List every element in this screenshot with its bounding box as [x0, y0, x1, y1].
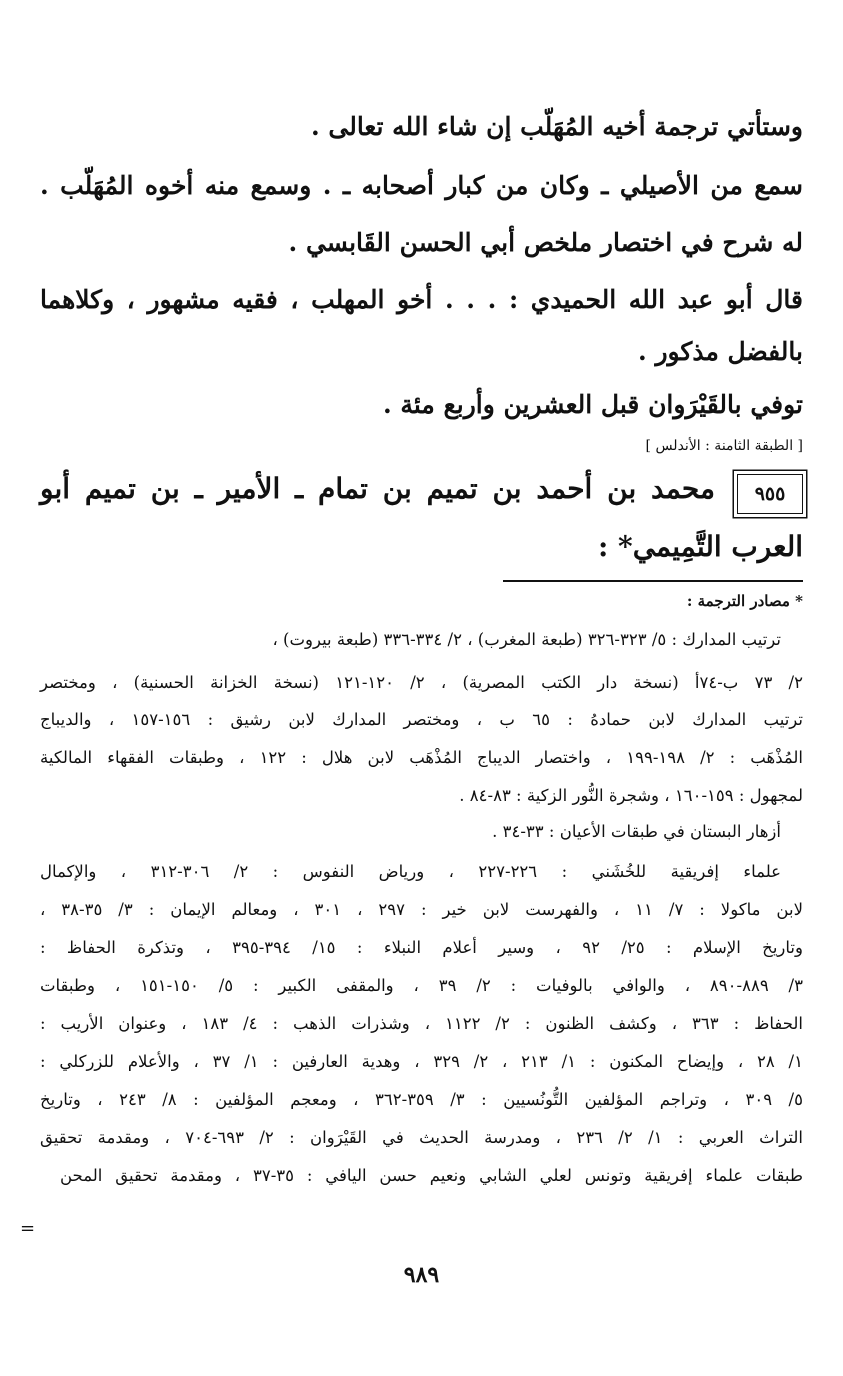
- source-line-1: ترتيب المدارك : ٥/ ٣٢٣-٣٢٦ (طبعة المغرب) ، ٢/ ٣٣٤-٣٣٦ (طبعة بيروت) ،: [272, 630, 781, 649]
- entry-title-row: [40, 472, 803, 520]
- title-underline: [503, 580, 803, 582]
- continuation-mark: =: [20, 1218, 36, 1239]
- body-line-1: وستأتي ترجمة أخيه المُهَلّب إن شاء الله تعالى .: [310, 112, 803, 141]
- entry-number-box: ٩٥٥: [737, 474, 803, 514]
- entry-title-mark: * :: [597, 530, 633, 563]
- section-tag: [ الطبقة الثامنة : الأندلس ]: [645, 438, 803, 454]
- source-line-10: ٣/ ٨٨٩-٨٩٠ ، والوافي بالوفيات : ٢/ ٣٩ ، والمقفى الكبير : ٥/ ١٥٠-١٥١ ، وطبقات: [40, 976, 803, 995]
- source-line-2: ٢/ ٧٣ ب-٧٤أ (نسخة دار الكتب المصرية) ، ٢/ ١٢٠-١٢١ (نسخة الخزانة الحسنية) ، ومختصر: [40, 673, 803, 692]
- source-line-14: التراث العربي : ١/ ٢/ ٢٣٦ ، ومدرسة الحديث في القَيْرَوان : ٢/ ٦٩٣-٧٠٤ ، ومقدمة تحقيق: [40, 1128, 803, 1147]
- source-line-13: ٥/ ٣٠٩ ، وتراجم المؤلفين التُّونُسيين : ٣/ ٣٥٩-٣٦٢ ، ومعجم المؤلفين : ٨/ ٢٤٣ ، وتاريخ: [40, 1090, 803, 1109]
- source-line-6: أزهار البستان في طبقات الأعيان : ٣٣-٣٤ .: [492, 822, 781, 841]
- page-number: ٩٨٩: [403, 1262, 440, 1288]
- sources-heading: * مصادر الترجمة :: [686, 592, 803, 610]
- source-line-11: الحفاظ : ٣٦٣ ، وكشف الظنون : ٢/ ١١٢٢ ، وشذرات الذهب : ٤/ ١٨٣ ، وعنوان الأريب :: [40, 1014, 803, 1033]
- entry-title-line-1: محمد بن أحمد بن تميم بن تمام ـ الأمير ـ بن تميم أبو: [40, 472, 715, 505]
- source-line-8: لابن ماكولا : ٧/ ١١ ، والفهرست لابن خير : ٢٩٧ ، ٣٠١ ، ومعالم الإيمان : ٣/ ٣٥-٣٨ ،: [40, 900, 803, 919]
- body-line-3: له شرح في اختصار ملخص أبي الحسن القَابسي .: [288, 228, 803, 257]
- source-line-15: طبقات علماء إفريقية وتونس لعلي الشابي ونعيم حسن اليافي : ٣٥-٣٧ ، ومقدمة تحقيق المحن: [60, 1166, 803, 1185]
- body-line-2: سمع من الأصيلي ـ وكان من كبار أصحابه ـ . وسمع منه أخوه المُهَلّب .: [40, 171, 803, 200]
- body-line-5: بالفضل مذكور .: [638, 337, 803, 366]
- source-line-9: وتاريخ الإسلام : ٢٥/ ٩٢ ، وسير أعلام النبلاء : ١٥/ ٣٩٤-٣٩٥ ، وتذكرة الحفاظ :: [40, 938, 803, 957]
- body-line-4: قال أبو عبد الله الحميدي : . . . أخو المهلب ، فقيه مشهور ، وكلاهما: [40, 285, 803, 314]
- source-line-5: لمجهول : ١٥٩-١٦٠ ، وشجرة النُّور الزكية : ٨٣-٨٤ .: [459, 786, 803, 805]
- source-line-4: المُذْهَب : ٢/ ١٩٨-١٩٩ ، واختصار الديباج المُذْهَب لابن هلال : ١٢٢ ، وطبقات الفقهاء المالكية: [40, 748, 804, 767]
- body-line-6: توفي بالقَيْرَوان قبل العشرين وأربع مئة .: [383, 390, 803, 419]
- entry-title-name: العرب التَّمِيمي: [632, 530, 803, 563]
- source-line-12: ١/ ٢٨ ، وإيضاح المكنون : ١/ ٢١٣ ، ٢/ ٣٢٩ ، وهدية العارفين : ١/ ٣٧ ، والأعلام للزركلي :: [40, 1052, 803, 1071]
- source-line-3: ترتيب المدارك لابن حمادهُ : ٦٥ ب ، ومختصر المدارك لابن رشيق : ١٥٦-١٥٧ ، والديباج: [40, 710, 804, 729]
- entry-title-line-2: [598, 530, 803, 563]
- source-line-7: علماء إفريقية للخُشَني : ٢٢٦-٢٢٧ ، ورياض النفوس : ٢/ ٣٠٦-٣١٢ ، والإكمال: [40, 862, 782, 881]
